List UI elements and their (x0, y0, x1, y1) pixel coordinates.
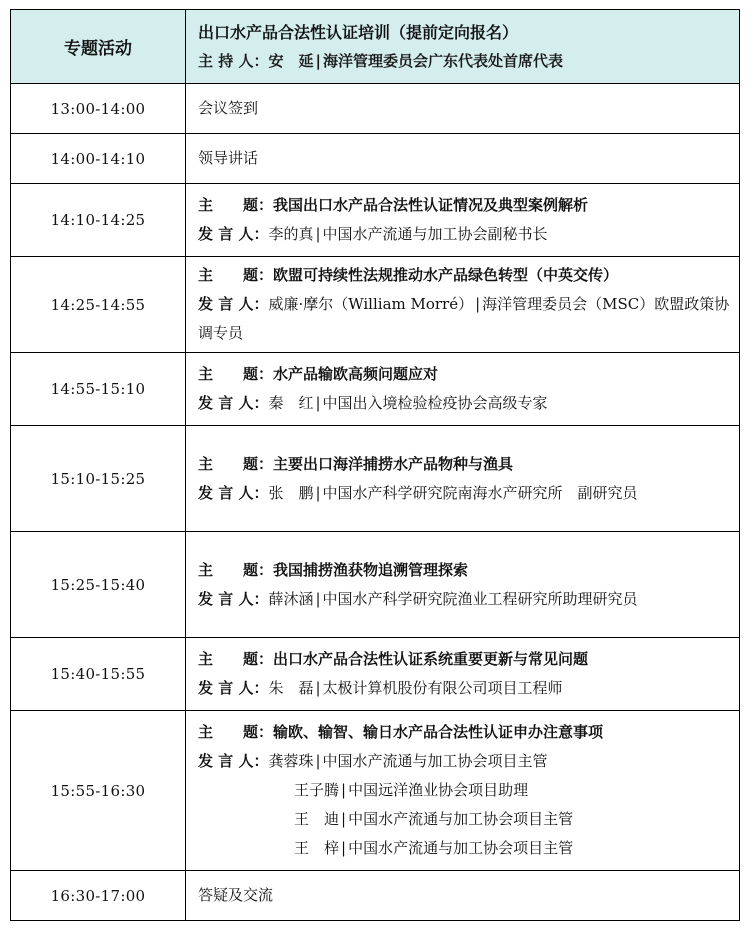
topic-line (198, 718, 731, 747)
topic-label: 主 题： (198, 365, 274, 383)
speaker-line (198, 834, 731, 863)
speaker-line (198, 479, 731, 508)
speaker-org: 中国水产流通与加工协会副秘书长 (322, 225, 548, 243)
topic-text: 主要出口海洋捕捞水产品物种与渔具 (273, 454, 514, 473)
host-name: 安 延 (268, 51, 314, 70)
topic-text: 我国捕捞渔获物追溯管理探索 (273, 560, 469, 579)
topic-line (198, 360, 731, 389)
speaker-org: 中国出入境检验检疫协会高级专家 (322, 394, 548, 412)
schedule-row (11, 711, 740, 871)
speaker-line (198, 220, 731, 249)
speaker-org: 海洋管理委员会（MSC）欧盟政策协调专员 (198, 295, 730, 342)
item-text: 会议签到 (186, 84, 740, 134)
speaker-name: 威廉·摩尔（William Morré） (268, 295, 474, 313)
schedule-table (10, 9, 740, 921)
separator: | (315, 752, 321, 770)
speaker-line (198, 389, 731, 418)
speaker-line (198, 776, 731, 805)
item-detail (186, 532, 740, 638)
item-detail (186, 426, 740, 532)
separator: | (341, 810, 347, 828)
topic-label: 主 题： (198, 266, 274, 284)
topic-line (198, 261, 731, 290)
speaker-label: 发 言 人： (198, 752, 269, 770)
header-row (11, 10, 740, 84)
separator: | (475, 295, 481, 313)
speaker-org: 中国远洋渔业协会项目助理 (348, 781, 529, 799)
schedule-row (11, 871, 740, 921)
host-title: 海洋管理委员会广东代表处首席代表 (322, 51, 563, 70)
schedule-row (11, 134, 740, 184)
separator: | (315, 394, 321, 412)
speaker-name: 龚蓉珠 (268, 752, 314, 770)
separator: | (341, 839, 347, 857)
item-detail (186, 711, 740, 871)
schedule-row (11, 257, 740, 353)
time-cell: 15:55-16:30 (11, 711, 186, 871)
topic-label: 主 题： (198, 560, 274, 579)
schedule-row (11, 84, 740, 134)
speaker-label: 发 言 人： (198, 295, 269, 313)
speaker-line (198, 290, 731, 348)
separator: | (315, 225, 321, 243)
separator: | (315, 483, 321, 502)
speaker-name: 王 梓 (294, 839, 340, 857)
schedule-row (11, 638, 740, 711)
separator: | (315, 51, 321, 70)
speaker-org: 太极计算机股份有限公司项目工程师 (322, 679, 563, 697)
time-cell: 14:00-14:10 (11, 134, 186, 184)
topic-text: 输欧、输智、输日水产品合法性认证申办注意事项 (273, 723, 604, 741)
topic-text: 水产品输欧高频问题应对 (273, 365, 439, 383)
item-detail (186, 638, 740, 711)
time-cell: 13:00-14:00 (11, 84, 186, 134)
schedule-row (11, 184, 740, 257)
speaker-line (198, 674, 731, 703)
time-cell: 15:40-15:55 (11, 638, 186, 711)
host-line (198, 47, 731, 75)
speaker-line (198, 805, 731, 834)
speaker-name: 朱 磊 (268, 679, 314, 697)
topic-label: 主 题： (198, 454, 274, 473)
topic-label: 主 题： (198, 723, 274, 741)
speaker-name: 李的真 (268, 225, 314, 243)
item-text: 答疑及交流 (186, 871, 740, 921)
speaker-org: 中国水产流通与加工协会项目主管 (348, 810, 574, 828)
speaker-org: 中国水产科学研究院南海水产研究所 副研究员 (322, 483, 638, 502)
topic-line (198, 556, 731, 585)
speaker-name: 王 迪 (294, 810, 340, 828)
speaker-name: 王子腾 (294, 781, 340, 799)
schedule-row (11, 353, 740, 426)
time-cell: 14:10-14:25 (11, 184, 186, 257)
item-text: 领导讲话 (186, 134, 740, 184)
speaker-label: 发 言 人： (198, 394, 269, 412)
time-cell: 14:55-15:10 (11, 353, 186, 426)
header-label: 专题活动 (11, 10, 186, 84)
separator: | (341, 781, 347, 799)
schedule-row (11, 532, 740, 638)
topic-text: 我国出口水产品合法性认证情况及典型案例解析 (273, 196, 589, 214)
item-detail (186, 353, 740, 426)
speaker-label: 发 言 人： (198, 679, 269, 697)
topic-line (198, 450, 731, 479)
time-cell: 14:25-14:55 (11, 257, 186, 353)
topic-line (198, 645, 731, 674)
speaker-label: 发 言 人： (198, 225, 269, 243)
speaker-label: 发 言 人： (198, 483, 269, 502)
topic-label: 主 题： (198, 196, 274, 214)
event-title: 出口水产品合法性认证培训（提前定向报名） (198, 22, 519, 42)
speaker-label: 发 言 人： (198, 589, 269, 608)
speaker-line (198, 585, 731, 614)
topic-text: 欧盟可持续性法规推动水产品绿色转型（中英交传） (273, 266, 619, 284)
item-detail (186, 257, 740, 353)
separator: | (315, 679, 321, 697)
speaker-org: 中国水产科学研究院渔业工程研究所助理研究员 (322, 589, 638, 608)
topic-text: 出口水产品合法性认证系统重要更新与常见问题 (273, 650, 589, 668)
speaker-name: 秦 红 (268, 394, 314, 412)
header-detail (186, 10, 740, 84)
schedule-row (11, 426, 740, 532)
speaker-name: 薛沐涵 (268, 589, 314, 608)
speaker-name: 张 鹏 (268, 483, 314, 502)
speaker-line (198, 747, 731, 776)
topic-label: 主 题： (198, 650, 274, 668)
time-cell: 15:10-15:25 (11, 426, 186, 532)
time-cell: 16:30-17:00 (11, 871, 186, 921)
topic-line (198, 191, 731, 220)
host-label: 主 持 人： (198, 51, 269, 70)
speaker-org: 中国水产流通与加工协会项目主管 (322, 752, 548, 770)
item-detail (186, 184, 740, 257)
speaker-org: 中国水产流通与加工协会项目主管 (348, 839, 574, 857)
time-cell: 15:25-15:40 (11, 532, 186, 638)
separator: | (315, 589, 321, 608)
